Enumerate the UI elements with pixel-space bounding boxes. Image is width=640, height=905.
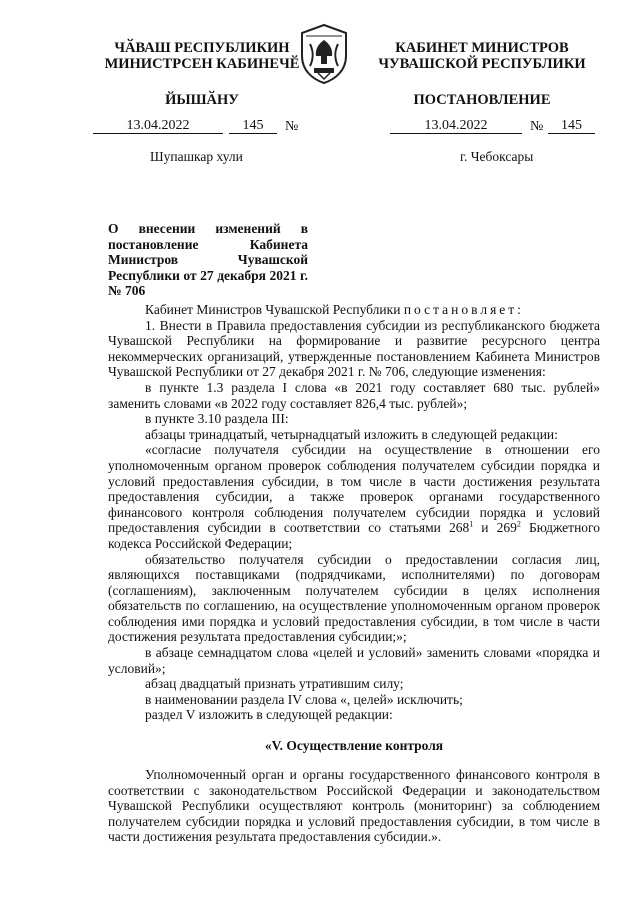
paragraph-10: раздел V изложить в следующей редакции: bbox=[145, 707, 393, 723]
document-body bbox=[108, 302, 600, 723]
document-title: О внесении изменений в постановление Кабинета Министров Чувашской Республики от 27 декабря 2021 г. № 706 bbox=[108, 221, 308, 298]
header-left-line1: ЧӐВАШ РЕСПУБЛИКИН bbox=[114, 40, 290, 56]
paragraph-3: в пункте 3.10 раздела III: bbox=[145, 411, 289, 427]
number-right: 145 bbox=[548, 118, 595, 134]
paragraph-6: обязательство получателя субсидии о предоставлении согласия лиц, являющихся поставщиками (подрядчиками, исполнителями) по договорам (соглашениям), заключенным получателем субсидии в целях исполнения обязательств по соглашению, на осуществление уполномоченным органом проверок соблюдения ими порядка и условий предоставления субсидии, в том числе в части достижения результата предоставления субсидии;»; bbox=[108, 551, 600, 645]
date-right: 13.04.2022 bbox=[390, 118, 522, 134]
place-left: Шупашкар хули bbox=[150, 149, 243, 164]
number-sign-left: № bbox=[285, 119, 299, 134]
opening-verb: постановляет: bbox=[403, 302, 524, 317]
date-left: 13.04.2022 bbox=[93, 118, 223, 134]
section-heading: «V. Осуществление контроля bbox=[264, 738, 444, 753]
chuvash-emblem-icon bbox=[294, 22, 354, 86]
paragraph-5-text-b: и 269 bbox=[473, 520, 517, 536]
header-left-kind: ЙЫШӐНУ bbox=[165, 92, 239, 108]
paragraph-4: абзацы тринадцатый, четырнадцатый изложить в следующей редакции: bbox=[145, 426, 558, 442]
superscript-1: 1 bbox=[469, 519, 474, 529]
superscript-2: 2 bbox=[516, 519, 521, 529]
place-right: г. Чебоксары bbox=[460, 149, 534, 164]
paragraph-7: в абзаце семнадцатом слова «целей и условий» заменить словами «порядка и условий»; bbox=[108, 645, 600, 676]
section-paragraph-1: Уполномоченный орган и органы государственного финансового контроля в соответствии с законодательством Российской Федерации и законодательством Чувашской Республики осуществляют контроль (мониторинг) за соблюдением получателем субсидии порядка и условий предоставления субсидии, в том числе в части достижения результата предоставления субсидии.». bbox=[108, 767, 600, 845]
paragraph-5-text-c: Бюджетного кодекса Российской Федерации; bbox=[108, 520, 601, 551]
paragraph-9: в наименовании раздела IV слова «, целей» исключить; bbox=[145, 691, 463, 707]
paragraph-2: в пункте 1.3 раздела I слова «в 2021 году составляет 680 тыс. рублей» заменить словами «в 2022 году составляет 826,4 тыс. рублей»; bbox=[108, 379, 600, 411]
header-right-line2: ЧУВАШСКОЙ РЕСПУБЛИКИ bbox=[378, 56, 586, 72]
section-body bbox=[108, 767, 600, 845]
header-left bbox=[82, 40, 322, 108]
header-left-line2: МИНИСТРСЕН КАБИНЕЧӖ bbox=[104, 56, 300, 72]
opening-prefix: Кабинет Министров Чувашской Республики bbox=[145, 302, 401, 317]
number-left: 145 bbox=[229, 118, 277, 134]
dateline-right bbox=[390, 118, 595, 134]
header-right-line1: КАБИНЕТ МИНИСТРОВ bbox=[395, 40, 569, 56]
dateline-left bbox=[93, 118, 308, 134]
paragraph-5-text-a: «согласие получателя субсидии на осуществление в отношении его уполномоченным органом проверок соблюдения получателем субсидии порядка и условий предоставления субсидии, в том числе в части достижения результата предоставления субсидии, а также проверок органами государственного финансового контроля соблюдения получателем субсидии порядка и условий предоставления субсидии в соответствии со статьями 268 bbox=[108, 442, 600, 536]
paragraph-5 bbox=[108, 442, 600, 551]
header-right bbox=[362, 40, 602, 108]
paragraph-1: 1. Внести в Правила предоставления субсидии из республиканского бюджета Чувашской Республики на формирование и развитие ресурсного центра некоммерческих организаций, утвержденные постановлением Кабинета Министров Чувашской Республики от 27 декабря 2021 г. № 706, следующие изменения: bbox=[108, 317, 600, 380]
paragraph-8: абзац двадцатый признать утратившим силу; bbox=[145, 676, 404, 692]
opening-paragraph bbox=[108, 302, 600, 318]
header-right-kind: ПОСТАНОВЛЕНИЕ bbox=[413, 92, 551, 108]
number-sign-right: № bbox=[530, 119, 544, 134]
